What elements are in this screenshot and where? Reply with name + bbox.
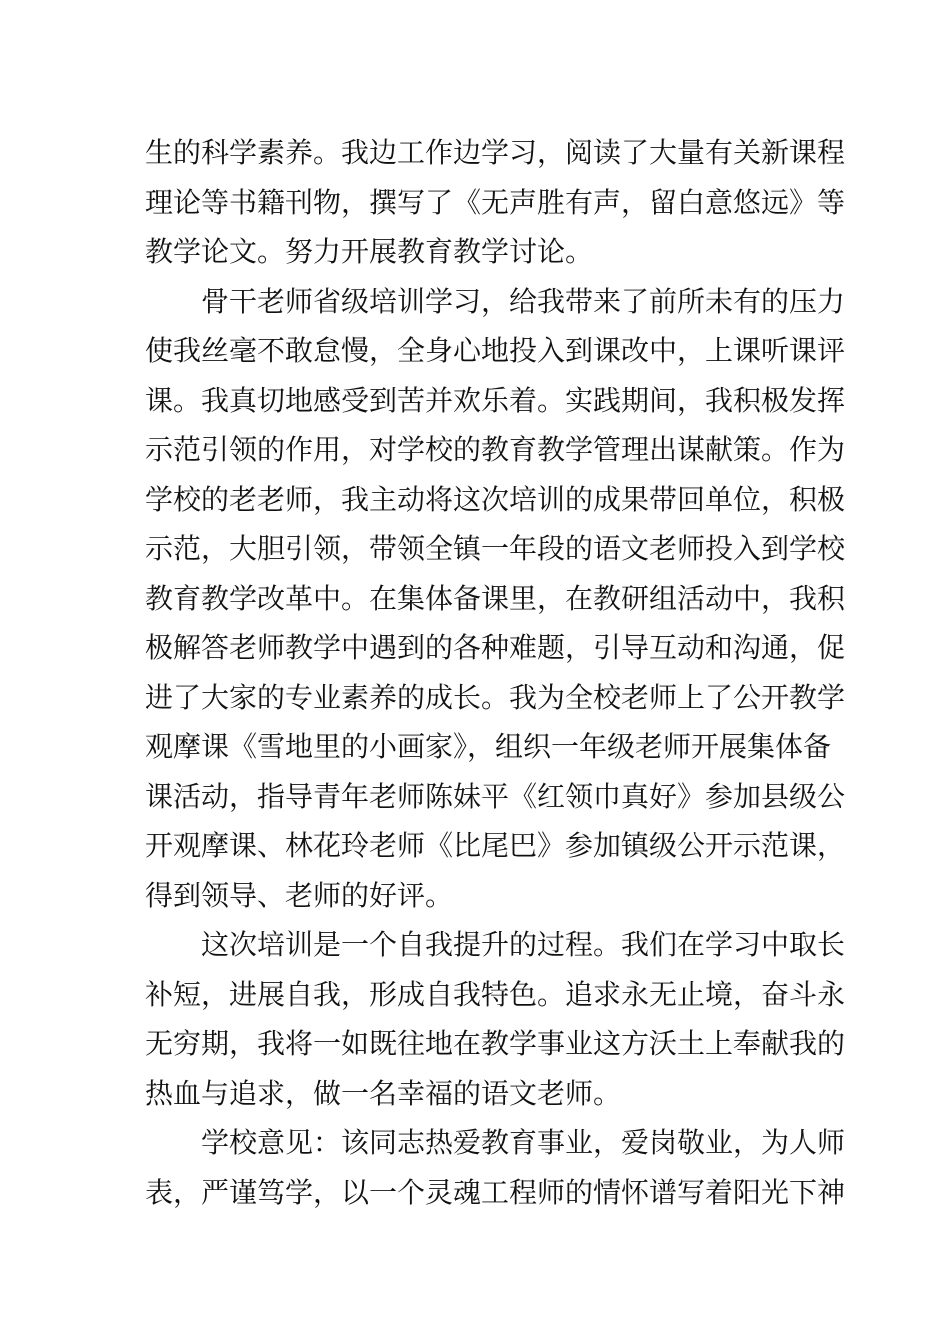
paragraph-line: 补短，进展自我，形成自我特色。追求永无止境，奋斗永 [145,977,846,1011]
paragraph-4 [145,1118,846,1217]
paragraph-line: 这次培训是一个自我提升的过程。我们在学习中取长 [201,928,846,961]
paragraph-line: 骨干老师省级培训学习，给我带来了前所未有的压力 [201,284,846,318]
paragraph-line: 示范引领的作用，对学校的教育教学管理出谋献策。作为 [145,433,846,466]
paragraph-line: 无穷期，我将一如既往地在教学事业这方沃土上奉献我的 [145,1027,846,1060]
paragraph-line: 表，严谨笃学，以一个灵魂工程师的情怀谱写着阳光下神 [145,1175,846,1209]
paragraph-line: 课活动，指导青年老师陈妹平《红领巾真好》参加县级公 [145,779,846,813]
paragraph-line: 得到领导、老师的好评。 [145,878,454,912]
paragraph-line: 开观摩课、林花玲老师《比尾巴》参加镇级公开示范课， [145,829,846,862]
paragraph-line: 示范，大胆引领，带领全镇一年段的语文老师投入到学校 [145,532,846,565]
paragraph-line: 进了大家的专业素养的成长。我为全校老师上了公开教学 [145,680,846,714]
paragraph-line: 观摩课《雪地里的小画家》，组织一年级老师开展集体备 [145,730,832,763]
paragraph-line: 学校意见：该同志热爱教育事业，爱岗敬业，为人师 [201,1126,846,1159]
paragraph-line: 使我丝毫不敢怠慢，全身心地投入到课改中，上课听课评 [145,334,846,367]
paragraph-line: 极解答老师教学中遇到的各种难题，引导互动和沟通，促 [145,631,846,664]
paragraph-line: 教学论文。努力开展教育教学讨论。 [145,235,594,268]
paragraph-line: 热血与追求，做一名幸福的语文老师。 [145,1076,622,1110]
paragraph-1 [145,128,846,277]
paragraph-3 [145,920,846,1118]
paragraph-2 [145,277,846,921]
document-body [145,128,846,1217]
paragraph-line: 学校的老老师，我主动将这次培训的成果带回单位，积极 [145,482,846,516]
paragraph-line: 生的科学素养。我边工作边学习，阅读了大量有关新课程 [145,136,846,169]
paragraph-line: 教育教学改革中。在集体备课里，在教研组活动中，我积 [145,581,846,615]
paragraph-line: 课。我真切地感受到苦并欢乐着。实践期间，我积极发挥 [145,383,846,417]
paragraph-line: 理论等书籍刊物，撰写了《无声胜有声，留白意悠远》等 [145,185,846,219]
